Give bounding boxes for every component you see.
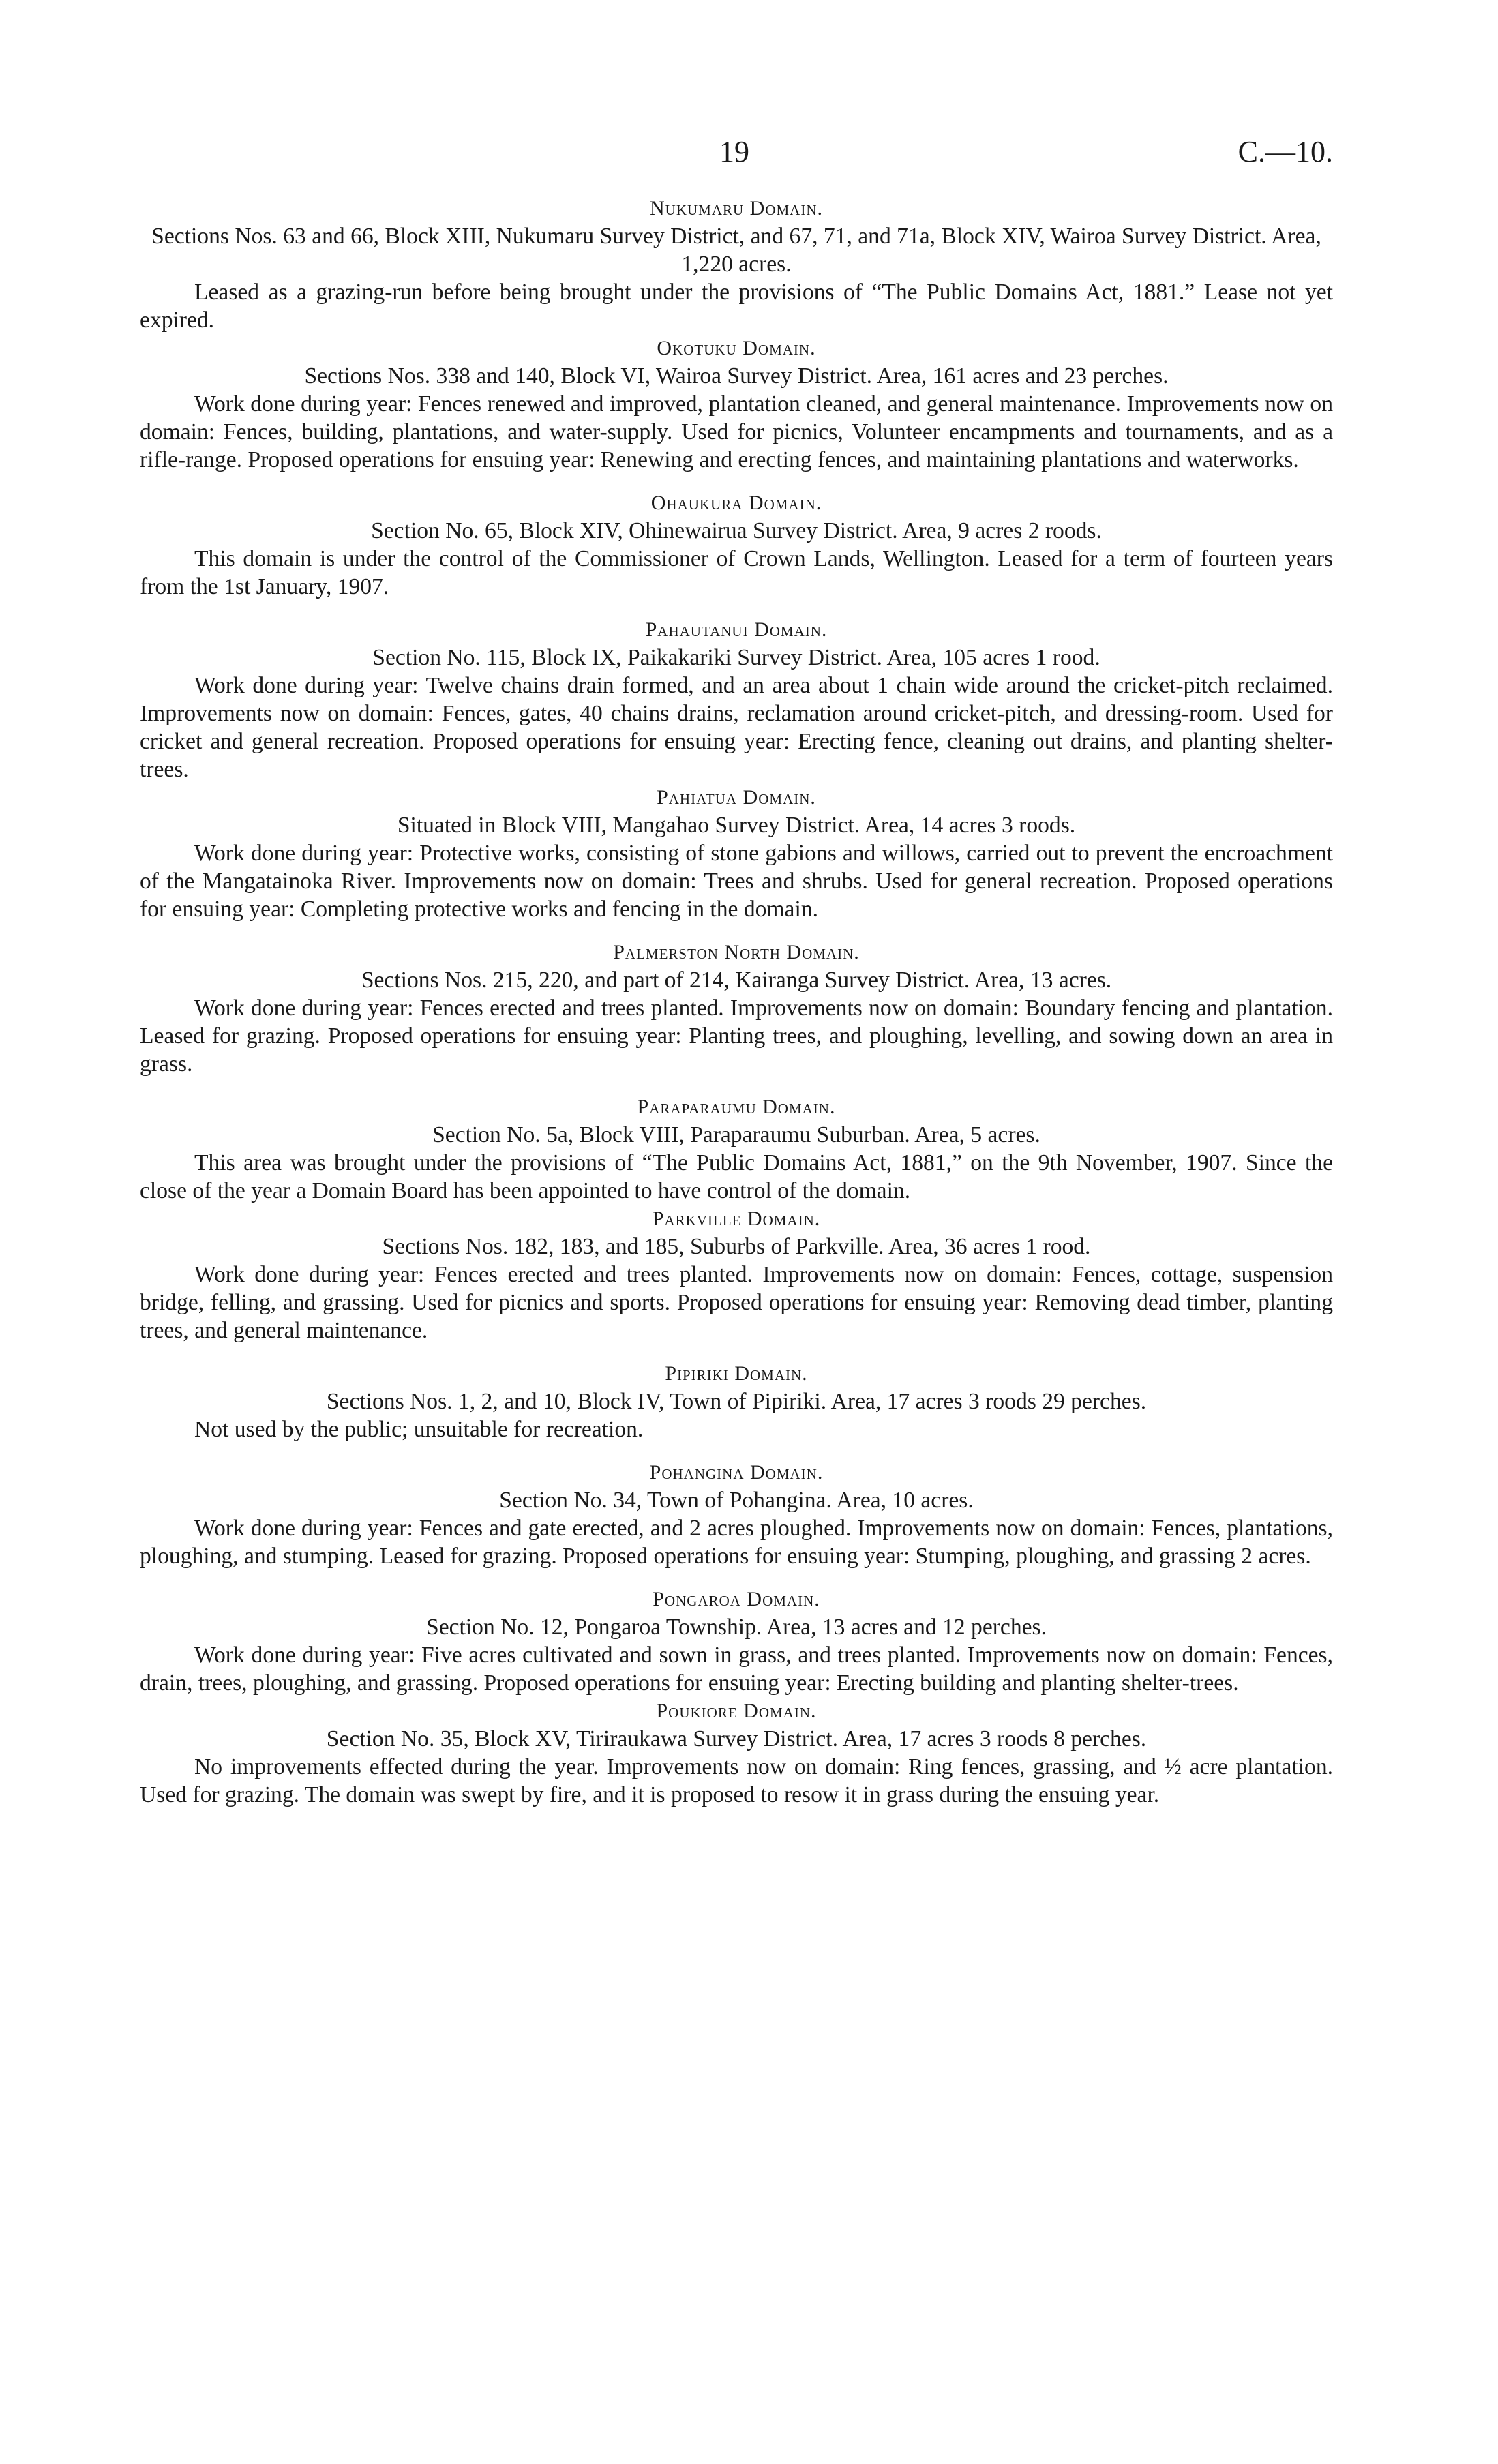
page-number: 19	[719, 135, 749, 168]
section-paragraph: Not used by the public; unsuitable for recreation.	[194, 1417, 644, 1442]
domain-section	[140, 1697, 1333, 1809]
section-description: Sections Nos. 182, 183, and 185, Suburbs of Parkville. Area, 36 acres 1 rood.	[382, 1234, 1091, 1259]
section-description: Section No. 12, Pongaroa Township. Area, 13 acres and 12 perches.	[426, 1614, 1047, 1640]
document-body	[140, 194, 1333, 1809]
section-description: Sections Nos. 1, 2, and 10, Block IV, Town of Pipiriki. Area, 17 acres 3 roods 29 perches.	[326, 1389, 1147, 1414]
domain-section	[140, 194, 1333, 334]
section-description: Section No. 35, Block XV, Tiriraukawa Survey District. Area, 17 acres 3 roods 8 perches.	[326, 1726, 1147, 1752]
section-description: Sections Nos. 338 and 140, Block VI, Wairoa Survey District. Area, 161 acres and 23 perches.	[304, 363, 1169, 389]
domain-section	[140, 938, 1333, 1078]
domain-section	[140, 1585, 1333, 1697]
section-heading: Pahiatua Domain.	[657, 786, 816, 809]
domain-section	[140, 1205, 1333, 1344]
section-paragraph: Work done during year: Fences erected and trees planted. Improvements now on domain: Boundary fencing and plantation. Leased for grazing. Proposed operations for ensuing year: Planting trees, and ploughing, levelling, and sowing down an area in grass.	[140, 995, 1333, 1077]
domain-section	[140, 1359, 1333, 1443]
section-heading: Pongaroa Domain.	[653, 1588, 820, 1610]
section-heading: Poukiore Domain.	[656, 1700, 817, 1722]
domain-section	[140, 489, 1333, 601]
section-heading: Palmerston North Domain.	[613, 941, 860, 963]
section-heading: Paraparaumu Domain.	[637, 1096, 836, 1118]
section-paragraph: Leased as a grazing-run before being brought under the provisions of “The Public Domains Act, 1881.” Lease not yet expired.	[140, 280, 1333, 333]
section-paragraph: Work done during year: Twelve chains drain formed, and an area about 1 chain wide around the cricket-pitch reclaimed. Improvements now on domain: Fences, gates, 40 chains drains, reclamation around cricket-pitch, and dressing-room. Used for cricket and general recreation. Proposed operations for ensuing year: Erecting fence, cleaning out drains, and planting shelter-trees.	[140, 673, 1333, 782]
section-paragraph: This area was brought under the provisions of “The Public Domains Act, 1881,” on the 9th November, 1907. Since the close of the year a Domain Board has been appointed to have control of the domain.	[140, 1150, 1333, 1203]
section-paragraph: Work done during year: Fences erected and trees planted. Improvements now on domain: Fences, cottage, suspension bridge, felling, and grassing. Used for picnics and sports. Proposed operations for ensuing year: Removing dead timber, planting trees, and general maintenance.	[140, 1262, 1333, 1343]
section-description: Section No. 34, Town of Pohangina. Area, 10 acres.	[499, 1488, 974, 1513]
section-description: Sections Nos. 63 and 66, Block XIII, Nukumaru Survey District, and 67, 71, and 71a, Block XIV, Wairoa Survey District. Area, 1,220 acres.	[151, 224, 1321, 277]
section-heading: Pahautanui Domain.	[645, 618, 828, 641]
section-paragraph: Work done during year: Protective works, consisting of stone gabions and willows, carried out to prevent the encroachment of the Mangatainoka River. Improvements now on domain: Trees and shrubs. Used for general recreation. Proposed operations for ensuing year: Completing protective works and fencing in the domain.	[140, 841, 1333, 922]
section-heading: Pipiriki Domain.	[665, 1362, 808, 1385]
domain-section	[140, 783, 1333, 923]
section-description: Section No. 115, Block IX, Paikakariki Survey District. Area, 105 acres 1 rood.	[372, 645, 1100, 670]
domain-section	[140, 334, 1333, 474]
section-paragraph: Work done during year: Fences renewed and improved, plantation cleaned, and general maintenance. Improvements now on domain: Fences, building, plantations, and water-supply. Used for picnics, Volunteer encampments and tournaments, and as a rifle-range. Proposed operations for ensuing year: Renewing and erecting fences, and maintaining plantations and waterworks.	[140, 391, 1333, 472]
section-description: Section No. 5a, Block VIII, Paraparaumu Suburban. Area, 5 acres.	[432, 1122, 1040, 1147]
domain-section	[140, 616, 1333, 783]
section-description: Sections Nos. 215, 220, and part of 214, Kairanga Survey District. Area, 13 acres.	[361, 967, 1112, 993]
section-heading: Okotuku Domain.	[657, 337, 816, 359]
section-heading: Pohangina Domain.	[649, 1461, 824, 1484]
document-page	[140, 0, 1333, 2464]
section-description: Situated in Block VIII, Mangahao Survey District. Area, 14 acres 3 roods.	[397, 813, 1076, 838]
document-reference: C.—10.	[1238, 135, 1333, 168]
section-heading: Parkville Domain.	[652, 1207, 821, 1230]
section-paragraph: Work done during year: Five acres cultivated and sown in grass, and trees planted. Improvements now on domain: Fences, drain, trees, ploughing, and grassing. Proposed operations for ensuing year: Erecting building and planting shelter-trees.	[140, 1642, 1333, 1696]
section-paragraph: Work done during year: Fences and gate erected, and 2 acres ploughed. Improvements now on domain: Fences, plantations, ploughing, and stumping. Leased for grazing. Proposed operations for ensuing year: Stumping, ploughing, and grassing 2 acres.	[140, 1516, 1333, 1569]
section-heading: Ohaukura Domain.	[650, 492, 822, 514]
section-heading: Nukumaru Domain.	[650, 197, 823, 220]
section-description: Section No. 65, Block XIV, Ohinewairua Survey District. Area, 9 acres 2 roods.	[371, 518, 1102, 543]
domain-section	[140, 1093, 1333, 1205]
domain-section	[140, 1458, 1333, 1570]
section-paragraph: This domain is under the control of the Commissioner of Crown Lands, Wellington. Leased for a term of fourteen years from the 1st January, 1907.	[140, 546, 1333, 599]
section-paragraph: No improvements effected during the year. Improvements now on domain: Ring fences, grassing, and ½ acre plantation. Used for grazing. The domain was swept by fire, and it is proposed to resow it in grass during the ensuing year.	[140, 1754, 1333, 1807]
